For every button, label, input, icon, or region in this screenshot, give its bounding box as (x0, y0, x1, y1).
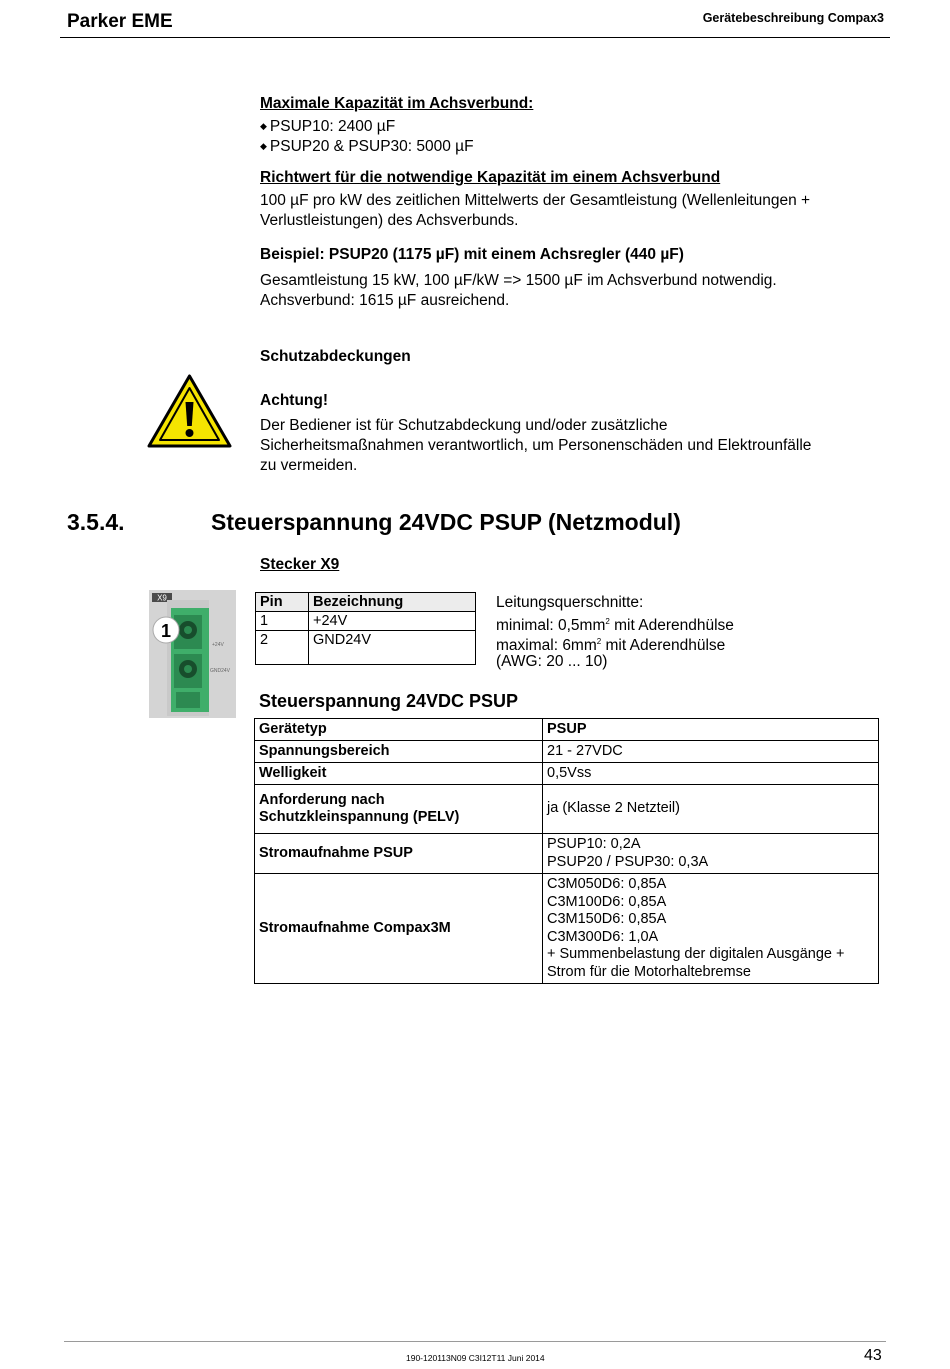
cross-section-awg: (AWG: 20 ... 10) (496, 653, 608, 670)
pin-cell: 1 (256, 612, 309, 631)
spec-label: Spannungsbereich (255, 741, 543, 763)
table-row (255, 763, 879, 785)
designation-column-header: Bezeichnung (309, 593, 476, 612)
spec-table (254, 718, 879, 984)
spec-value: 0,5Vss (543, 763, 879, 785)
guideline-text-line: Verlustleistungen) des Achsverbunds. (260, 212, 519, 229)
connector-heading: Stecker X9 (260, 556, 340, 573)
pin-cell: 2 (256, 631, 309, 665)
warning-text-line: zu vermeiden. (260, 457, 358, 474)
spec-label: Stromaufnahme PSUP (255, 834, 543, 874)
diamond-bullet-icon: ◆ (260, 121, 267, 131)
example-text-line: Gesamtleistung 15 kW, 100 µF/kW => 1500 µF im Achsverbund notwendig. (260, 272, 777, 289)
spec-value: C3M050D6: 0,85A C3M100D6: 0,85A C3M150D6: 0,85A C3M300D6: 1,0A + Summenbelastung der digitalen Ausgänge + Strom für die Motorhaltebremse (543, 874, 879, 984)
header-divider (60, 37, 890, 38)
capacity-heading: Maximale Kapazität im Achsverbund: (260, 95, 534, 112)
page-number: 43 (864, 1347, 882, 1364)
spec-heading: Steuerspannung 24VDC PSUP (259, 691, 519, 711)
guideline-text-line: 100 µF pro kW des zeitlichen Mittelwerts der Gesamtleistung (Wellenleitungen + (260, 192, 811, 209)
photo-callout-number: 1 (160, 621, 172, 641)
designation-cell: GND24V (309, 631, 476, 665)
warning-text-line: Sicherheitsmaßnahmen verantwortlich, um Personenschäden und Elektrounfälle (260, 437, 812, 454)
spec-value: PSUP10: 0,2A PSUP20 / PSUP30: 0,3A (543, 834, 879, 874)
warning-icon (147, 374, 232, 448)
spec-label: Anforderung nach Schutzkleinspannung (PELV) (255, 785, 543, 834)
cross-section-min: minimal: $0,5mm^2$ mit Aderendhülse (496, 617, 734, 635)
table-row (256, 631, 476, 665)
spec-value: 21 - 27VDC (543, 741, 879, 763)
pin-column-header: Pin (256, 593, 309, 612)
diamond-bullet-icon: ◆ (260, 141, 267, 151)
section-number: 3.5.4. (67, 509, 125, 535)
photo-pin1-label: +24V (212, 642, 224, 648)
table-row (255, 874, 879, 984)
protection-heading: Schutzabdeckungen (260, 348, 411, 365)
spec-value: ja (Klasse 2 Netzteil) (543, 785, 879, 834)
header-company: Parker EME (67, 11, 173, 32)
guideline-heading: Richtwert für die notwendige Kapazität im einem Achsverbund (260, 169, 721, 186)
table-row (255, 741, 879, 763)
spec-label: Stromaufnahme Compax3M (255, 874, 543, 984)
warning-text-line: Der Bediener ist für Schutzabdeckung und/oder zusätzliche (260, 417, 668, 434)
warning-title: Achtung! (260, 392, 329, 409)
table-row (255, 785, 879, 834)
capacity-item: ◆ PSUP10: 2400 µF (260, 118, 396, 135)
table-row (256, 612, 476, 631)
psup-header: PSUP (543, 719, 879, 741)
table-row (255, 834, 879, 874)
example-text-line: Achsverbund: 1615 µF ausreichend. (260, 292, 510, 309)
table-header-row (256, 593, 476, 612)
designation-cell: +24V (309, 612, 476, 631)
footer-doc-id: 190-120113N09 C3I12T11 Juni 2014 (406, 1353, 545, 1363)
cross-section-max: maximal: $6mm^2$ mit Aderendhülse (496, 637, 726, 655)
spec-header-row (255, 719, 879, 741)
device-type-header: Gerätetyp (255, 719, 543, 741)
cross-section-title: Leitungsquerschnitte: (496, 594, 644, 611)
header-doc-title: Gerätebeschreibung Compax3 (702, 11, 884, 25)
capacity-item: ◆ PSUP20 & PSUP30: 5000 µF (260, 138, 474, 155)
section-title: Steuerspannung 24VDC PSUP (Netzmodul) (211, 509, 681, 535)
connector-x9-photo (149, 590, 236, 718)
spec-label: Welligkeit (255, 763, 543, 785)
photo-pin2-label: GND24V (210, 668, 231, 674)
photo-x9-label: X9 (157, 593, 167, 603)
example-heading: Beispiel: PSUP20 (1175 µF) mit einem Achsregler (440 µF) (260, 246, 684, 263)
pin-table (255, 592, 476, 665)
footer-divider (64, 1341, 886, 1342)
